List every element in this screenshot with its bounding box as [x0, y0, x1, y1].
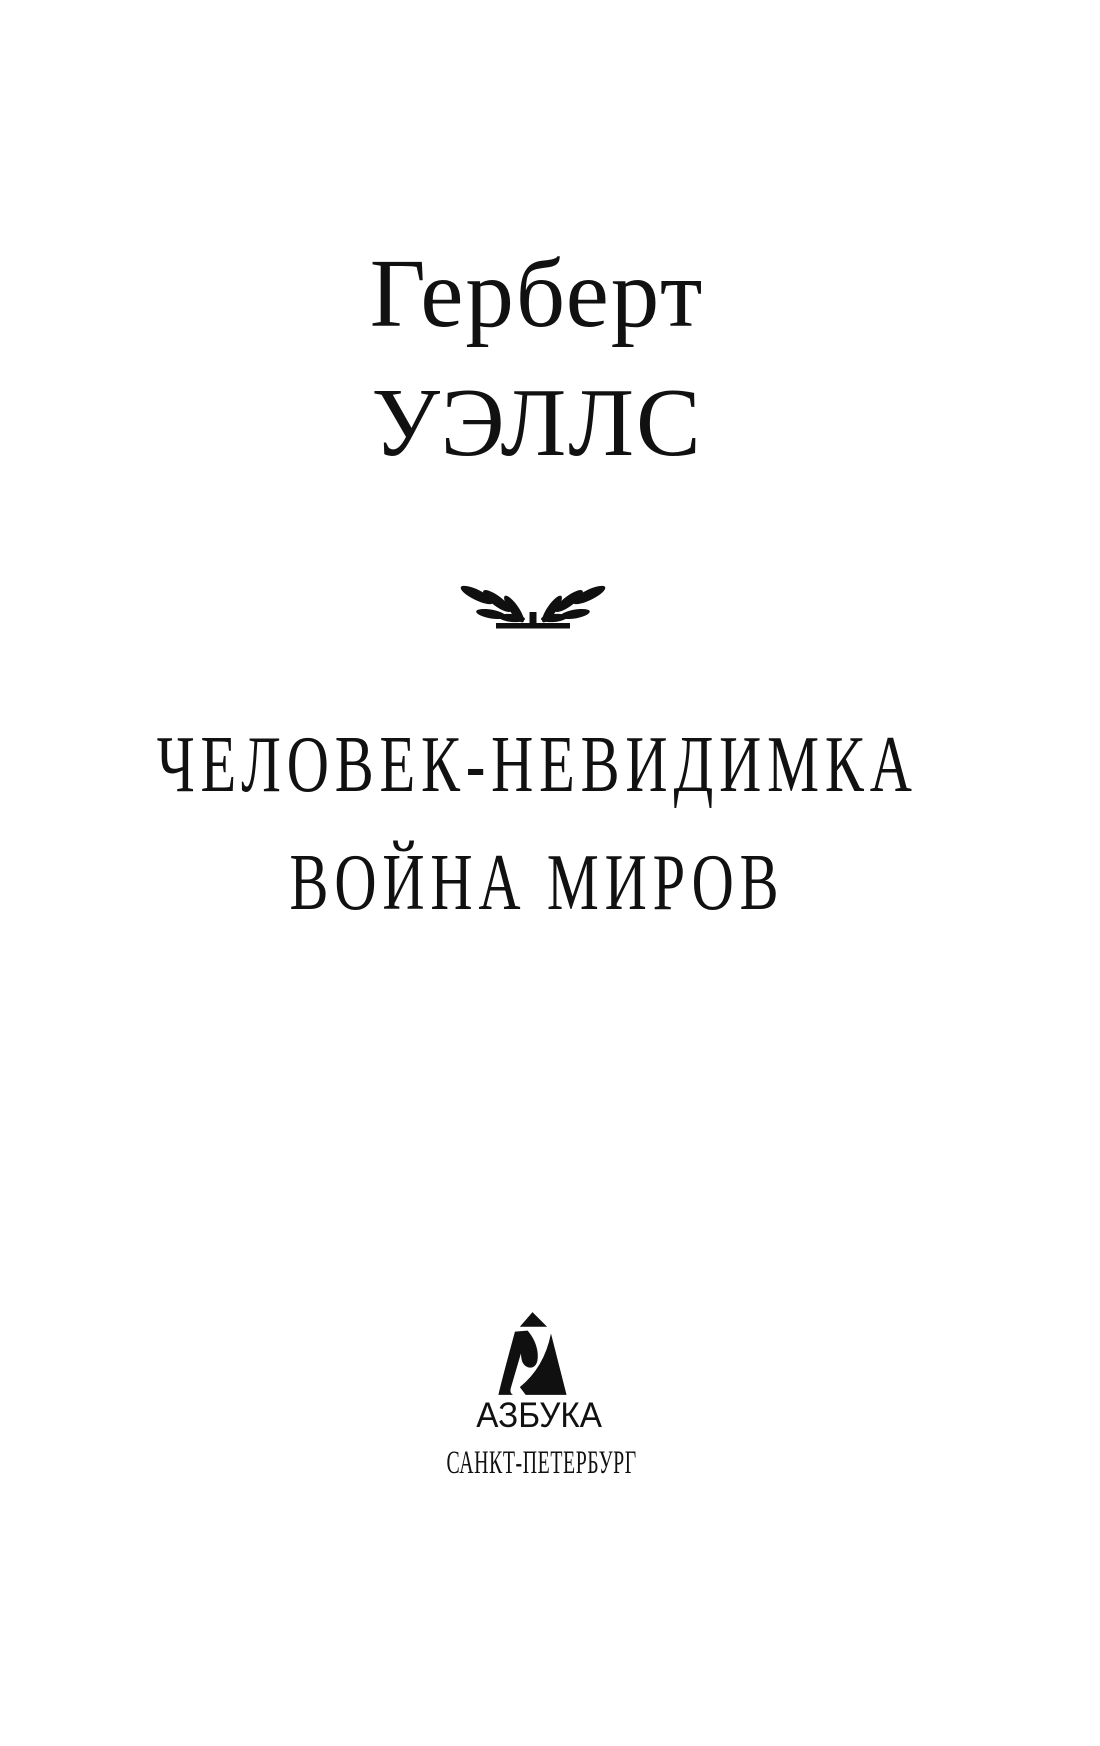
publisher-city — [0, 1447, 1084, 1480]
laurel-ornament-icon — [458, 581, 608, 631]
author-first-name: Герберт — [369, 240, 705, 347]
book-title-war-of-the-worlds: ВОЙНА МИРОВ — [289, 839, 785, 927]
publisher-city-label: САНКТ-ПЕТЕРБУРГ — [446, 1445, 638, 1481]
author-last-name: УЭЛЛС — [371, 369, 703, 476]
azbuka-triangle-logo-icon — [496, 1309, 569, 1399]
author-block — [0, 229, 1074, 487]
titles-block — [0, 706, 1074, 942]
publisher-name — [0, 1398, 1078, 1433]
publisher-name-label: АЗБУКА — [476, 1396, 602, 1435]
book-title-invisible-man: ЧЕЛОВЕК-НЕВИДИМКА — [156, 721, 918, 809]
